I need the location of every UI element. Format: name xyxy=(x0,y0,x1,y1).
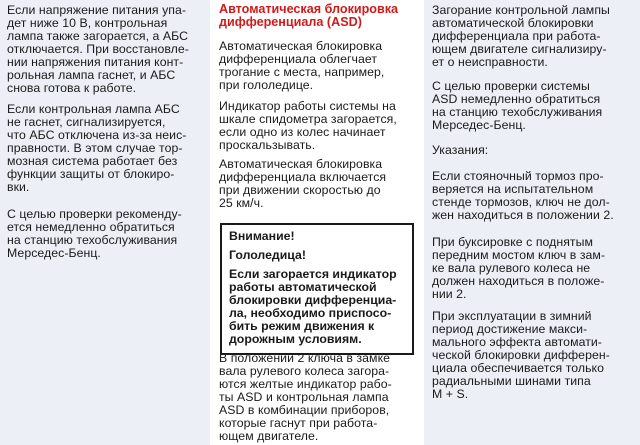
left-column xyxy=(0,0,210,445)
abs-voltage-paragraph: Если напряжение питания упа- дет ниже 10 В, контрольная лампа также загорается, а АБС отключается. При восстановле- нии напряжения питания конт- рольная лампа гаснет, и АБС снова готова к работе. xyxy=(7,3,189,95)
warning-title: Внимание! xyxy=(229,229,295,243)
abs-service-paragraph: С целью проверки рекоменду- ется немедленно обратиться на станцию техобслуживания Мерседес-Бенц. xyxy=(7,207,182,260)
warning-body: Если загорается индикатор работы автоматической блокировки дифференциа- ла, необходимо приспосо- бить режим движения к дорожным условиям. xyxy=(229,267,397,346)
warning-box xyxy=(220,223,414,355)
asd-fault-paragraph: Загорание контрольной лампы автоматической блокировки дифференциала при работа- ющем двигателе сигнализиру- ет о неисправности. xyxy=(432,3,610,69)
warning-subtitle: Гололедица! xyxy=(229,248,306,262)
note-winter-tyres: При эксплуатации в зимний период достижение макси- мального эффекта автомати- ческой блокировки дифферен- циала обеспечивается только радиальными шинами типа М + S. xyxy=(432,309,610,401)
right-column xyxy=(424,0,640,445)
notes-title: Указания: xyxy=(432,143,489,157)
note-parking-brake: Если стояночный тормоз про- веряется на испытательном стенде тормозов, ключ не дол- жен находиться в положении 2. xyxy=(432,169,614,222)
asd-indicator-paragraph: Индикатор работы системы на шкале спидометра загорается, если одно из колес начинает проскальзывать. xyxy=(219,99,397,152)
asd-key-position-paragraph: В положении 2 ключа в замке вала рулевого колеса загора- ются желтые индикатор рабо- ты ASD и контрольная лампа ASD в комбинации приборов, которые гаснут при работа- ющем двигателе. xyxy=(219,351,392,443)
note-towing: При буксировке с поднятым передним мостом ключ в зам- ке вала рулевого колеса не должен находиться в положе- нии 2. xyxy=(432,235,606,301)
asd-intro-paragraph: Автоматическая блокировка дифференциала облегчает трогание с места, например, при гололедице. xyxy=(219,39,385,92)
asd-service-paragraph: С целью проверки системы ASD немедленно обратиться на станцию техобслуживания Мерседес-Бенц. xyxy=(432,79,603,132)
middle-column xyxy=(210,0,424,445)
asd-speed-paragraph: Автоматическая блокировка дифференциала включается при движении скоростью до 25 км/ч. xyxy=(219,157,387,210)
asd-section-heading: Автоматическая блокировка дифференциала (ASD) xyxy=(219,2,399,29)
abs-lamp-fault-paragraph: Если контрольная лампа АБС не гаснет, сигнализируется, что АБС отключена из-за неис- правности. В этом случае тор- мозная система работает без функции защиты от блокиро- вки. xyxy=(7,102,187,194)
